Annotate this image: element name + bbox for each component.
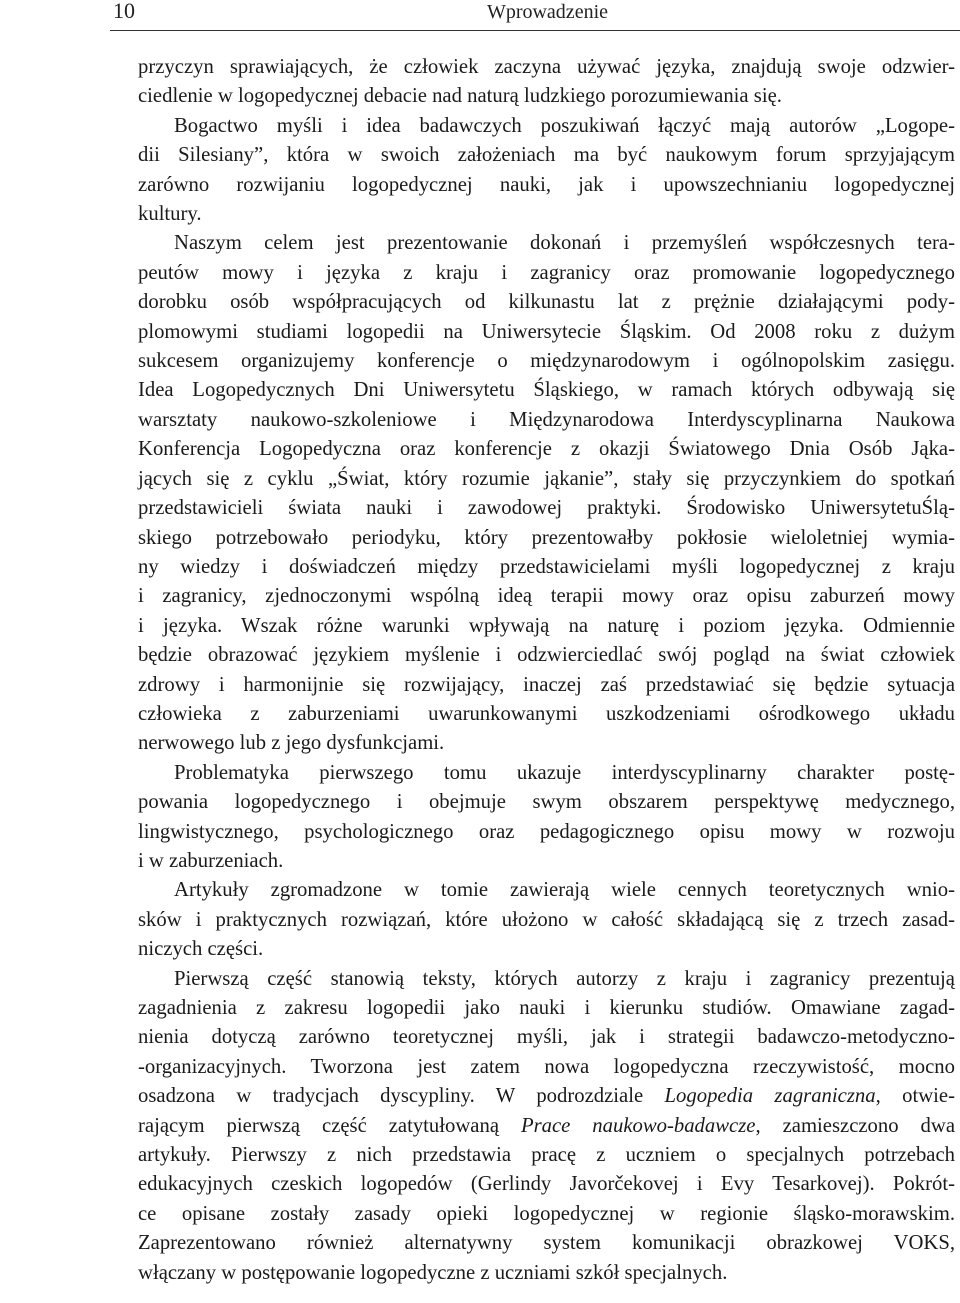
text-line: Zaprezentowano również alternatywny system komunikacji obrazkowej VOKS,	[138, 1232, 955, 1255]
text-line: niczych części.	[138, 938, 264, 961]
text-line: przyczyn sprawiających, że człowiek zaczyna używać języka, znajdują swoje odzwier-	[138, 56, 955, 78]
text-line: Idea Logopedycznych Dni Uniwersytetu Śląskiego, w ramach których odbywają się	[138, 379, 955, 402]
page-number: 10	[113, 0, 135, 23]
text-line: Artykuły zgromadzone w tomie zawierają wiele cennych teoretycznych wnio-	[174, 879, 955, 902]
text-line: przedstawicieli świata nauki i zawodowej praktyki. Środowisko UniwersytetuŚlą-	[138, 497, 955, 520]
text-line: ny wiedzy i doświadczeń między przedstawicielami myśli logopedycznej z kraju	[138, 555, 955, 578]
text-line: Pierwszą część stanowią teksty, których autorzy z kraju i zagranicy prezentują	[174, 967, 955, 990]
text-line: powania logopedycznego i obejmuje swym obszarem perspektywę medycznego,	[138, 791, 955, 814]
text-line: lingwistycznego, psychologicznego oraz pedagogicznego opisu mowy w rozwoju	[138, 820, 955, 843]
text-line: dii Silesiany”, która w swoich założeniach ma być naukowym forum sprzyjającym	[138, 144, 955, 167]
text-line: i zagranicy, zjednoczonymi wspólną ideą terapii mowy oraz opisu zaburzeń mowy	[138, 585, 955, 608]
page-header	[0, 0, 960, 31]
text-line: Naszym celem jest prezentowanie dokonań i przemyśleń współczesnych tera-	[174, 232, 955, 255]
text-line: Bogactwo myśli i idea badawczych poszukiwań łączyć mają autorów „Logope-	[174, 114, 955, 137]
text-line: zdrowy i harmonijnie się rozwijający, inaczej zaś przedstawiać się będzie sytuacja	[138, 673, 955, 696]
text-line: dorobku osób współpracujących od kilkunastu lat z prężnie działającymi pody-	[138, 291, 955, 314]
text-line: i języka. Wszak różne warunki wpływają na naturę i poziom języka. Odmiennie	[138, 614, 955, 637]
text-line: zagadnienia z zakresu logopedii jako nauki i kierunku studiów. Omawiane zagad-	[138, 997, 955, 1019]
text-line: sukcesem organizujemy konferencje o międzynarodowym i ogólnopolskim zasięgu.	[138, 350, 955, 373]
text-line: nienia dotyczą zarówno teoretycznej myśli, jak i strategii badawczo-metodyczno-	[138, 1026, 955, 1049]
paragraph	[138, 53, 955, 112]
paragraph	[138, 112, 955, 230]
text-line: i w zaburzeniach.	[138, 849, 284, 872]
text-line: edukacyjnych czeskich logopedów (Gerlindy Javorčekovej i Evy Tesarkovej). Pokrót-	[138, 1173, 955, 1196]
text-line: zarówno rozwijaniu logopedycznej nauki, jak i upowszechnianiu logopedycznej	[138, 173, 955, 196]
paragraph	[138, 759, 955, 877]
text-line: jących się z cyklu „Świat, który rozumie jąkanie”, stały się przyczynkiem do spotkań	[138, 467, 955, 490]
text-line: -organizacyjnych. Tworzona jest zatem nowa logopedyczna rzeczywistość, mocno	[138, 1055, 955, 1078]
text-line: ciedlenie w logopedycznej debacie nad naturą ludzkiego porozumiewania się.	[138, 85, 782, 108]
text-line: ce opisane zostały zasady opieki logopedycznej w regionie śląsko-morawskim.	[138, 1202, 955, 1225]
text-line: peutów mowy i języka z kraju i zagranicy oraz promowanie logopedycznego	[138, 261, 955, 284]
paragraph	[138, 876, 955, 964]
paragraph	[138, 229, 955, 758]
text-line: kultury.	[138, 203, 202, 226]
body-text	[138, 53, 955, 1288]
header-rule	[110, 30, 960, 31]
text-line: rającym pierwszą część zatytułowaną Prace naukowo-badawcze, zamieszczono dwa	[138, 1114, 955, 1137]
text-line: skiego potrzebowało periodyku, który prezentowałby pokłosie wieloletniej wymia-	[138, 526, 955, 549]
text-line: Problematyka pierwszego tomu ukazuje interdyscyplinarny charakter postę-	[174, 761, 955, 784]
running-head: Wprowadzenie	[486, 1, 608, 23]
text-line: będzie obrazować językiem myślenie i odzwierciedlać swój pogląd na świat człowiek	[138, 644, 955, 667]
text-line: Konferencja Logopedyczna oraz konferencje z okazji Światowego Dnia Osób Jąka-	[138, 438, 955, 461]
text-line: włączany w postępowanie logopedyczne z uczniami szkół specjalnych.	[138, 1261, 728, 1284]
text-line: człowieka z zaburzeniami uwarunkowanymi uszkodzeniami ośrodkowego układu	[138, 702, 955, 725]
text-line: sków i praktycznych rozwiązań, które ułożono w całość składającą się z trzech zasad-	[138, 908, 955, 931]
text-line: plomowymi studiami logopedii na Uniwersytecie Śląskim. Od 2008 roku z dużym	[138, 320, 955, 343]
text-line: warsztaty naukowo-szkoleniowe i Międzynarodowa Interdyscyplinarna Naukowa	[138, 408, 955, 431]
text-line: osadzona w tradycjach dyscypliny. W podrozdziale Logopedia zagraniczna, otwie-	[138, 1085, 955, 1108]
text-line: artykuły. Pierwszy z nich przedstawia pracę z uczniem o specjalnych potrzebach	[138, 1144, 955, 1167]
text-line: nerwowego lub z jego dysfunkcjami.	[138, 732, 445, 755]
paragraph	[138, 965, 955, 1288]
